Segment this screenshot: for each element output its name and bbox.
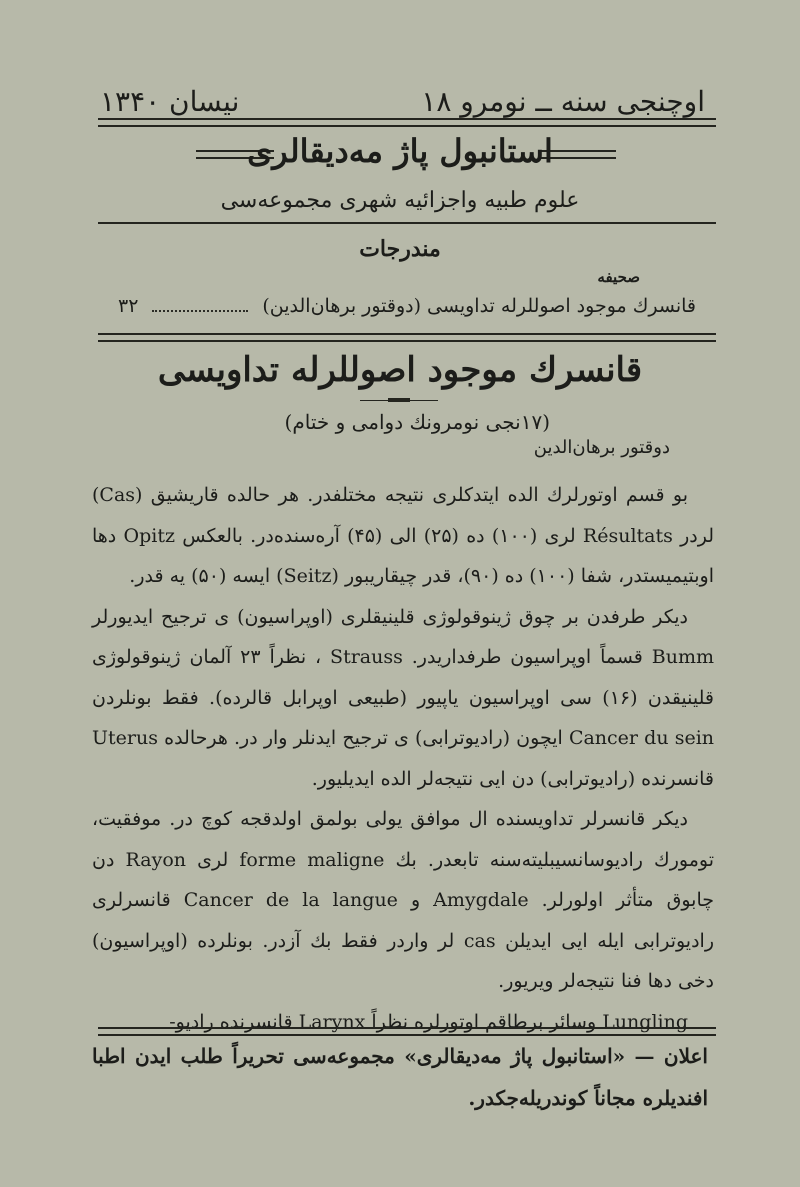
toc-page-label: صحیفه bbox=[597, 268, 640, 286]
paragraph: Lungling وسائر برطاقم اوتورلره نظراً Larynx قانسرنده رادیو- bbox=[169, 1010, 688, 1033]
article-body bbox=[92, 475, 714, 1042]
footer-text: اعلان — «استانبول پاژ مەدیقالری» مجموعەسی تحریراً طلب ایدن اطبا افندیلره مجاناً کوندریله‌جکدر. bbox=[92, 1044, 708, 1110]
article-author: دوقتور برهان‌الدین bbox=[533, 437, 670, 458]
paragraph: بو قسم اوتورلرك الده ایتدكلری نتیجه مختلفدر. هر حالده قاریشیق (Cas) لردر Résultats لری (۱۰۰) ده (۲۵) الی (۴۵) آره‌سنده‌در. بالعکس Opitz دها اوبتیمیستدر، شفا (۱۰۰) ده (۹۰)، قدر چیقاریبور (Seitz) ایسه (۵۰) یه قدر. bbox=[92, 484, 715, 587]
toc-entry bbox=[118, 290, 696, 322]
title-ornament bbox=[360, 400, 438, 401]
paragraph: دیکر قانسرلر تداویسنده ال موافق یولی بولمق اولدقجه کوچ در. موفقیت، تومورك رادیوسانسیبلیته‌سنه تابعدر. بك forme maligne لری Rayon دن چابوق متأثر اولورلر. Amygdale و Cancer de la langue قانسرلری رادیوترابی ایله ایی ایدیلن cas لر واردر فقط بك آزدر. بونلرده (اوپراسیون) دخی دها فنا نتیجه‌لر ویریور. bbox=[92, 808, 714, 992]
toc-heading: مندرجات bbox=[359, 236, 441, 262]
subtitle-rule bbox=[98, 222, 716, 224]
header-date: نیسان ۱۳۴۰ bbox=[100, 85, 240, 118]
footer-rule bbox=[98, 1027, 716, 1029]
toc-leader bbox=[152, 300, 248, 312]
article-installment: (۱۷نجی نومرونك دوامی و ختام) bbox=[284, 410, 550, 434]
running-header bbox=[100, 70, 705, 118]
journal-title: استانبول پاژ مەدیقالری bbox=[247, 132, 553, 170]
header-rule bbox=[98, 118, 716, 120]
toc-rule bbox=[98, 333, 716, 335]
paragraph: دیکر طرفدن بر چوق ژینوقولوژی قلینیقلری (اوپراسیون) ی ترجیح ایدیورلر Bumm قسماً اوپراسیون طرفداریدر. Strauss ، نظراً ۲۳ آلمان ژینوقولوژی قلینیقدن (۱۶) سی اوپراسیون یاپیور (طبیعی اوپرابل قالرده). فقط بونلردن Cancer du sein ایچون (رادیوترابی) ی ترجیح ایدنلر وار در. هرحالده Uterus قانسرنده (رادیوترابی) دن ایی نتیجه‌لر الده ایدیلیور. bbox=[92, 605, 715, 790]
toc-entry-title: قانسرك موجود اصوللرله تداویسی (دوقتور برهان‌الدین) bbox=[262, 295, 696, 317]
article-title: قانسرك موجود اصوللرله تداویسی bbox=[157, 350, 643, 390]
header-volume-number: اوچنجی سنه ــ نومرو ۱۸ bbox=[421, 85, 705, 118]
footer-notice bbox=[92, 1035, 708, 1119]
toc-entry-page: ۳۲ bbox=[118, 295, 139, 317]
journal-subtitle: علوم طبیه واجزائیه شهری مجموعەسی bbox=[220, 188, 580, 213]
